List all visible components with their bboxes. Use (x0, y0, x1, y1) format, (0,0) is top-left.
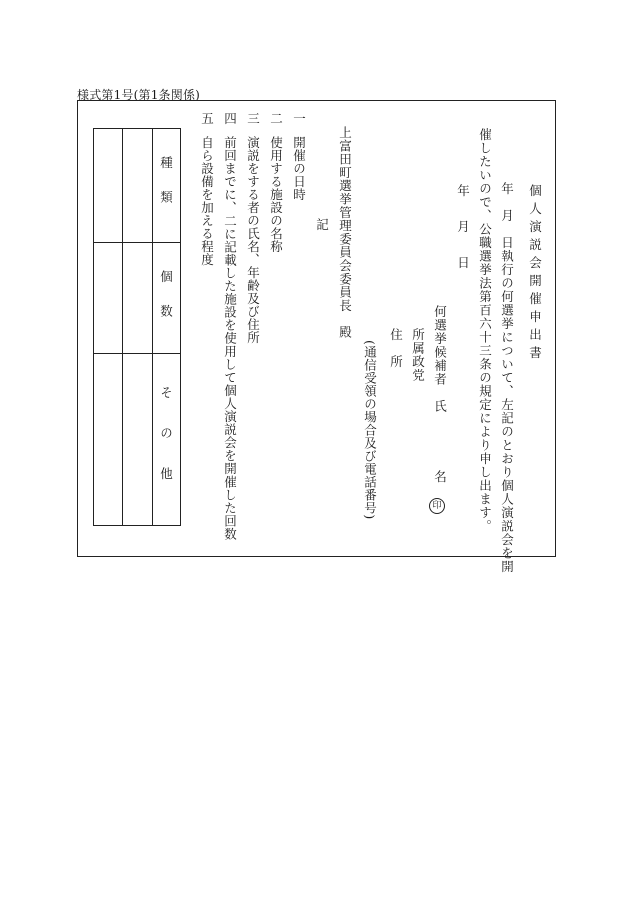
table-row-divider (94, 242, 180, 243)
party-label: 所属政党 (410, 328, 426, 382)
table-row-divider (94, 353, 180, 354)
table-column-divider (122, 129, 123, 525)
item-3-number: 三 (245, 112, 261, 125)
item-5-text: 自ら設備を加える程度 (199, 136, 215, 266)
item-2-number: 二 (268, 112, 284, 125)
candidate-name-label: 何選挙候補者 氏 (432, 305, 448, 413)
document-title: 個人演説会開催申出書 (527, 184, 543, 364)
table-header-count: 個数 (158, 270, 174, 339)
intro-line-1: 年 月 日執行の何選挙について、左記のとおり個人演説会を開 (499, 182, 515, 574)
name-suffix: 名 (432, 470, 448, 483)
item-1-text: 開催の日時 (291, 136, 307, 201)
item-3-text: 演説をする者の氏名、年齢及び住所 (245, 136, 261, 344)
ki-mark: 記 (314, 218, 330, 231)
table-header-other: その他 (158, 386, 174, 508)
table-header-type: 種類 (158, 156, 174, 225)
address-label: 住 所 (388, 328, 404, 369)
item-4-text: 前回までに、二に記載した施設を使用して個人演説会を開催した回数 (222, 136, 238, 541)
date-line: 年 月 日 (455, 184, 471, 274)
form-number-label: 様式第1号(第1条関係) (77, 88, 201, 102)
seal-mark (429, 493, 445, 514)
item-5-number: 五 (199, 112, 215, 125)
seal-char: 印 (429, 498, 445, 514)
item-1-number: 一 (291, 112, 307, 125)
intro-line-2: 催したいので、公職選挙法第百六十三条の規定により申し出ます。 (477, 128, 493, 533)
contact-note: (通信受領の場合及び電話番号) (362, 340, 378, 520)
item-4-number: 四 (222, 112, 238, 125)
table-column-divider (152, 129, 153, 525)
item-2-text: 使用する施設の名称 (268, 136, 284, 253)
addressee: 上富田町選挙管理委員会委員長 殿 (337, 126, 353, 339)
